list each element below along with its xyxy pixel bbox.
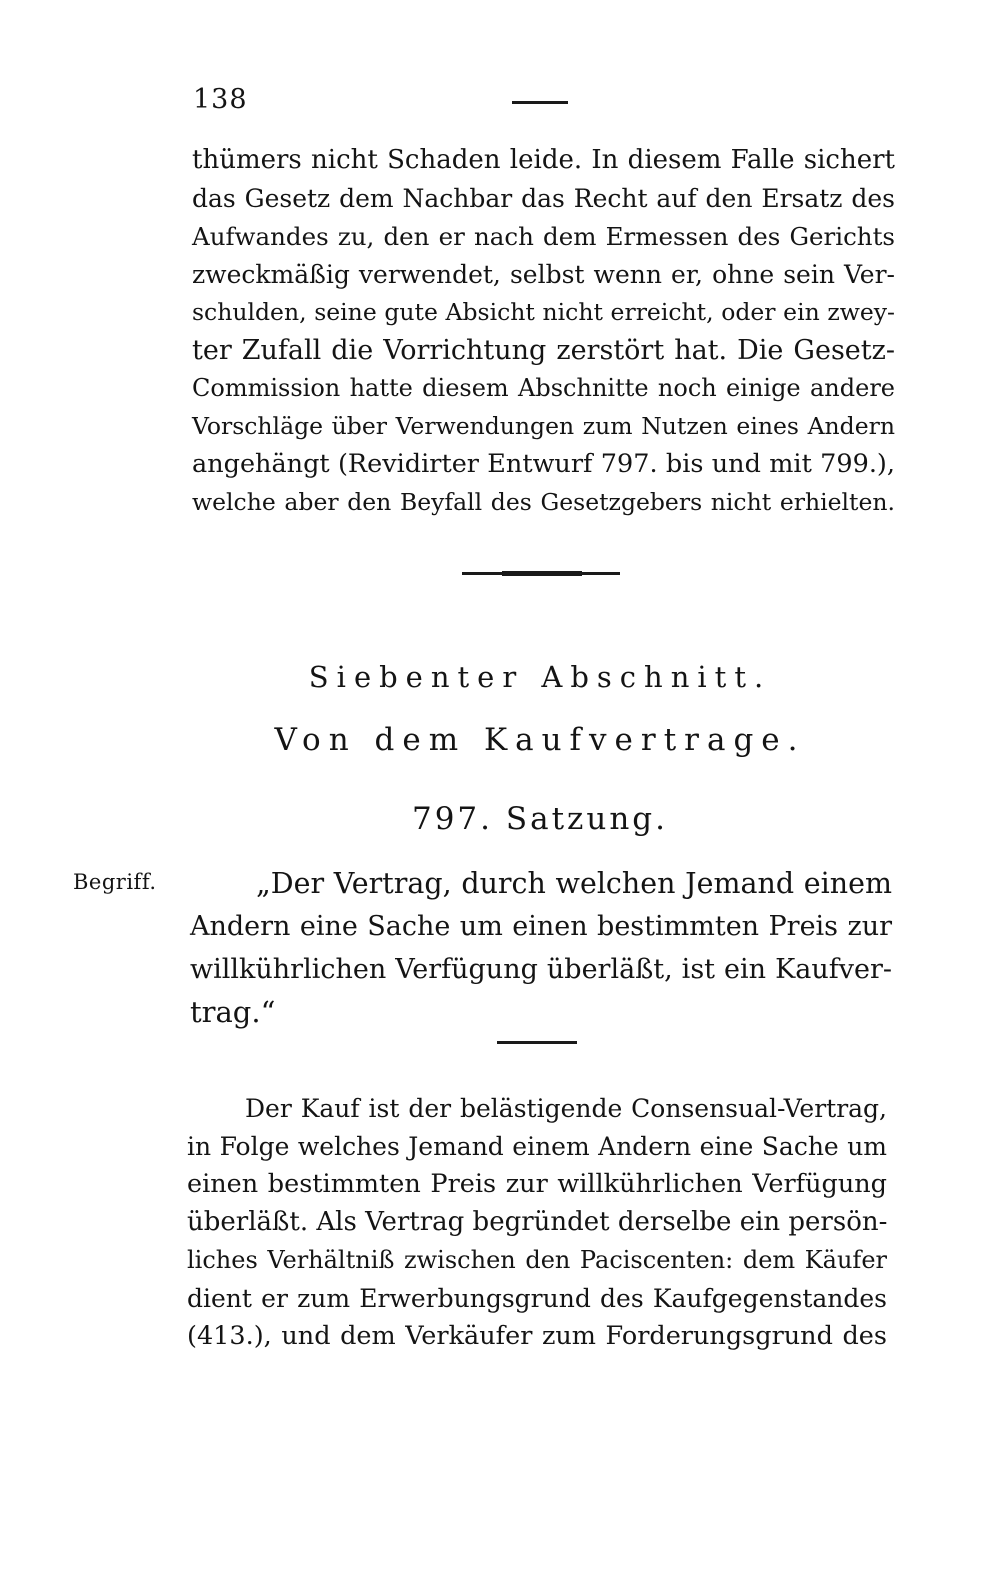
text-line: Andern eine Sache um einen bestimmten Preis zur [190,911,892,942]
text-line: angehängt (Revidirter Entwurf 797. bis und mit 799.), [192,449,895,479]
section-divider [462,572,620,575]
text-line: das Gesetz dem Nachbar das Recht auf den Ersatz des [192,184,895,213]
margin-note: Begriff. [73,870,157,894]
divider-short [497,1041,577,1044]
text-line: welche aber den Beyfall des Gesetzgebers nicht erhielten. [192,488,895,516]
text-line: „Der Vertrag, durch welchen Jemand einem [256,867,892,900]
text-line: in Folge welches Jemand einem Andern eine Sache um [187,1132,887,1161]
section-heading: Siebenter Abschnitt. [308,660,772,694]
text-line: Aufwandes zu, den er nach dem Ermessen des Gerichts [192,222,895,251]
text-line: schulden, seine gute Absicht nicht erreicht, oder ein zwey- [192,298,895,326]
header-dash [512,101,568,104]
text-line: Vorschläge über Verwendungen zum Nutzen eines Andern [192,412,895,440]
page-number: 138 [193,84,248,115]
text-line: trag.“ [190,995,276,1029]
text-line: dient er zum Erwerbungsgrund des Kaufgegenstandes [187,1284,887,1313]
text-line: Commission hatte diesem Abschnitte noch einige andere [192,374,895,402]
text-line: einen bestimmten Preis zur willkührlichen Verfügung [187,1169,887,1199]
paragraph-heading: 797. Satzung. [411,801,668,837]
text-line: (413.), und dem Verkäufer zum Forderungsgrund des [187,1321,887,1351]
text-line: ter Zufall die Vorrichtung zerstört hat. Die Gesetz- [192,335,895,366]
text-line: thümers nicht Schaden leide. In diesem Falle sichert [192,145,895,175]
text-line: zweckmäßig verwendet, selbst wenn er, ohne sein Ver- [192,260,895,289]
text-line: Der Kauf ist der belästigende Consensual-Vertrag, [245,1094,887,1123]
text-line: überläßt. Als Vertrag begründet derselbe ein persön- [187,1207,888,1237]
section-title: Von dem Kaufvertrage. [274,722,806,758]
section-divider-center [502,571,582,576]
text-line: liches Verhältniß zwischen den Paciscenten: dem Käufer [187,1246,887,1274]
text-line: willkührlichen Verfügung überläßt, ist ein Kaufver- [190,954,892,985]
